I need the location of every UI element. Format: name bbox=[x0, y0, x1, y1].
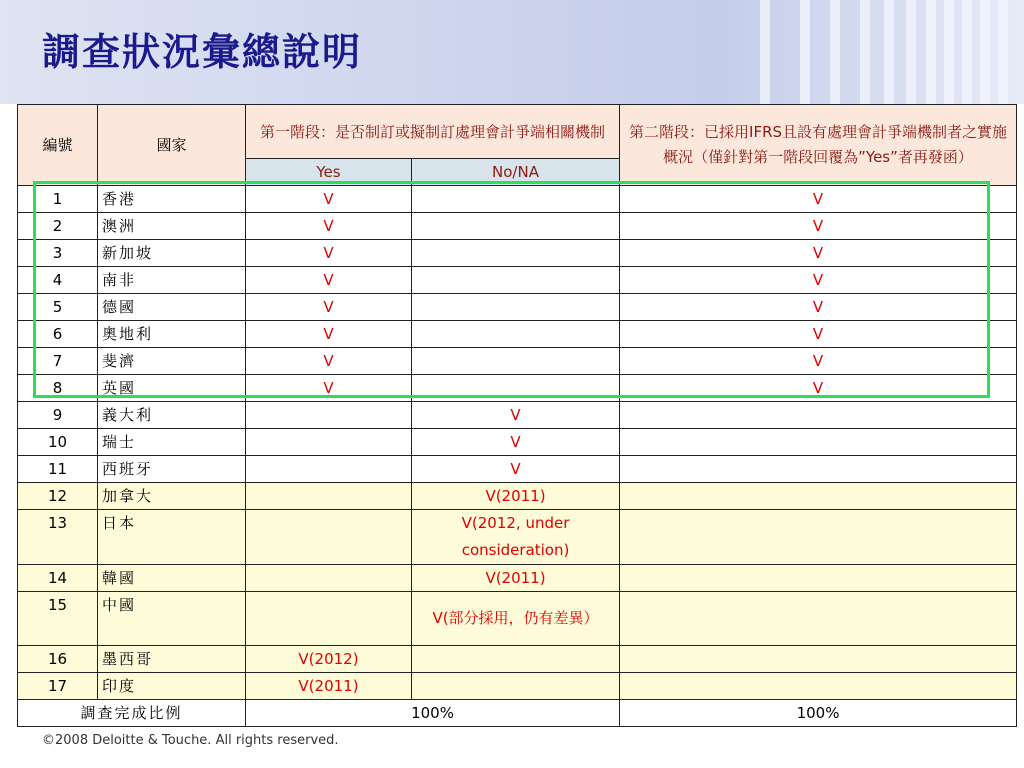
row-stage1-yes: V bbox=[246, 267, 412, 294]
row-number: 9 bbox=[18, 402, 98, 429]
row-country: 墨西哥 bbox=[98, 646, 246, 673]
header-number: 編號 bbox=[18, 105, 98, 186]
row-stage1-yes bbox=[246, 402, 412, 429]
completion-stage-2: 100% bbox=[620, 700, 1017, 727]
row-stage1-no-na: V(2011) bbox=[412, 483, 620, 510]
table-row bbox=[18, 592, 1017, 646]
row-stage1-yes: V bbox=[246, 213, 412, 240]
completion-stage-1: 100% bbox=[246, 700, 620, 727]
row-stage1-yes: V bbox=[246, 348, 412, 375]
completion-label: 調查完成比例 bbox=[18, 700, 246, 727]
row-country: 香港 bbox=[98, 186, 246, 213]
row-stage1-no-na: V bbox=[412, 429, 620, 456]
decor-stripe bbox=[760, 0, 770, 104]
row-stage2: V bbox=[620, 375, 1017, 402]
row-stage1-yes bbox=[246, 429, 412, 456]
row-number: 14 bbox=[18, 565, 98, 592]
row-stage2 bbox=[620, 646, 1017, 673]
table-row bbox=[18, 402, 1017, 429]
row-stage1-no-na bbox=[412, 375, 620, 402]
decor-stripe bbox=[860, 0, 870, 104]
table-row bbox=[18, 375, 1017, 402]
row-stage2 bbox=[620, 510, 1017, 565]
row-country: 南非 bbox=[98, 267, 246, 294]
decor-stripe bbox=[926, 0, 936, 104]
row-stage2: V bbox=[620, 294, 1017, 321]
table-row bbox=[18, 673, 1017, 700]
row-stage2 bbox=[620, 429, 1017, 456]
decor-stripe bbox=[944, 0, 954, 104]
row-number: 17 bbox=[18, 673, 98, 700]
row-number: 2 bbox=[18, 213, 98, 240]
row-stage1-no-na bbox=[412, 294, 620, 321]
row-stage1-no-na: V bbox=[412, 456, 620, 483]
decor-stripe bbox=[884, 0, 894, 104]
row-stage1-yes bbox=[246, 456, 412, 483]
row-stage1-yes bbox=[246, 483, 412, 510]
table-row bbox=[18, 565, 1017, 592]
row-number: 5 bbox=[18, 294, 98, 321]
row-stage1-no-na bbox=[412, 213, 620, 240]
row-number: 16 bbox=[18, 646, 98, 673]
row-stage2 bbox=[620, 402, 1017, 429]
row-number: 1 bbox=[18, 186, 98, 213]
row-country: 瑞士 bbox=[98, 429, 246, 456]
row-stage2 bbox=[620, 565, 1017, 592]
row-stage1-no-na bbox=[412, 321, 620, 348]
table-row bbox=[18, 646, 1017, 673]
survey-rows bbox=[18, 186, 1017, 700]
decor-stripe bbox=[998, 0, 1008, 104]
row-stage1-no-na bbox=[412, 240, 620, 267]
table-row bbox=[18, 483, 1017, 510]
row-stage2: V bbox=[620, 213, 1017, 240]
row-stage1-no-na bbox=[412, 646, 620, 673]
table-row bbox=[18, 294, 1017, 321]
table-row bbox=[18, 213, 1017, 240]
row-country: 新加坡 bbox=[98, 240, 246, 267]
table-row bbox=[18, 456, 1017, 483]
row-stage1-no-na: V(部分採用，仍有差異） bbox=[412, 592, 620, 646]
row-country: 西班牙 bbox=[98, 456, 246, 483]
row-number: 10 bbox=[18, 429, 98, 456]
row-stage1-yes: V bbox=[246, 294, 412, 321]
row-stage2: V bbox=[620, 240, 1017, 267]
row-stage2 bbox=[620, 483, 1017, 510]
row-stage1-no-na bbox=[412, 186, 620, 213]
row-stage2: V bbox=[620, 267, 1017, 294]
row-stage1-yes: V bbox=[246, 240, 412, 267]
row-number: 11 bbox=[18, 456, 98, 483]
decor-stripe bbox=[906, 0, 916, 104]
row-stage1-yes: V bbox=[246, 375, 412, 402]
row-country: 韓國 bbox=[98, 565, 246, 592]
row-country: 奧地利 bbox=[98, 321, 246, 348]
row-stage1-yes: V(2011) bbox=[246, 673, 412, 700]
row-stage1-no-na: V(2012, under consideration) bbox=[412, 510, 620, 565]
row-number: 3 bbox=[18, 240, 98, 267]
survey-table bbox=[17, 104, 1017, 727]
row-stage1-no-na bbox=[412, 267, 620, 294]
row-stage1-no-na bbox=[412, 673, 620, 700]
row-stage2: V bbox=[620, 186, 1017, 213]
subheader-yes: Yes bbox=[246, 159, 412, 186]
row-stage1-yes: V bbox=[246, 186, 412, 213]
row-stage1-yes bbox=[246, 510, 412, 565]
row-country: 英國 bbox=[98, 375, 246, 402]
row-country: 日本 bbox=[98, 510, 246, 565]
row-stage2: V bbox=[620, 348, 1017, 375]
row-stage1-no-na bbox=[412, 348, 620, 375]
row-stage1-no-na: V bbox=[412, 402, 620, 429]
row-country: 中國 bbox=[98, 592, 246, 646]
slide-title: 調查狀況彙總說明 bbox=[42, 29, 363, 74]
table-row bbox=[18, 429, 1017, 456]
table-row bbox=[18, 240, 1017, 267]
row-country: 印度 bbox=[98, 673, 246, 700]
row-stage2 bbox=[620, 673, 1017, 700]
decor-stripe bbox=[800, 0, 810, 104]
row-stage2 bbox=[620, 456, 1017, 483]
decor-stripe bbox=[980, 0, 990, 104]
row-stage2 bbox=[620, 592, 1017, 646]
table-row bbox=[18, 510, 1017, 565]
row-country: 加拿大 bbox=[98, 483, 246, 510]
table-row bbox=[18, 348, 1017, 375]
row-number: 8 bbox=[18, 375, 98, 402]
decor-stripe bbox=[962, 0, 972, 104]
decor-stripe bbox=[830, 0, 840, 104]
row-number: 6 bbox=[18, 321, 98, 348]
row-number: 13 bbox=[18, 510, 98, 565]
row-number: 7 bbox=[18, 348, 98, 375]
row-number: 12 bbox=[18, 483, 98, 510]
row-stage2: V bbox=[620, 321, 1017, 348]
table-row bbox=[18, 267, 1017, 294]
row-country: 義大利 bbox=[98, 402, 246, 429]
header-stage-2: 第二階段：已採用IFRS且設有處理會計爭端機制者之實施概況（僅針對第一階段回覆為”Yes”者再發函） bbox=[620, 105, 1017, 186]
copyright-notice: ©2008 Deloitte & Touche. All rights reserved. bbox=[42, 733, 339, 748]
row-stage1-no-na: V(2011) bbox=[412, 565, 620, 592]
row-stage1-yes: V(2012) bbox=[246, 646, 412, 673]
row-country: 斐濟 bbox=[98, 348, 246, 375]
row-stage1-yes: V bbox=[246, 321, 412, 348]
row-stage1-yes bbox=[246, 565, 412, 592]
header-stage-1: 第一階段：是否制訂或擬制訂處理會計爭端相關機制 bbox=[246, 105, 620, 159]
row-country: 澳洲 bbox=[98, 213, 246, 240]
subheader-no-na: No/NA bbox=[412, 159, 620, 186]
table-row bbox=[18, 186, 1017, 213]
row-number: 15 bbox=[18, 592, 98, 646]
completion-row bbox=[18, 700, 1017, 727]
table-row bbox=[18, 321, 1017, 348]
row-stage1-yes bbox=[246, 592, 412, 646]
row-country: 德國 bbox=[98, 294, 246, 321]
header-country: 國家 bbox=[98, 105, 246, 186]
row-number: 4 bbox=[18, 267, 98, 294]
